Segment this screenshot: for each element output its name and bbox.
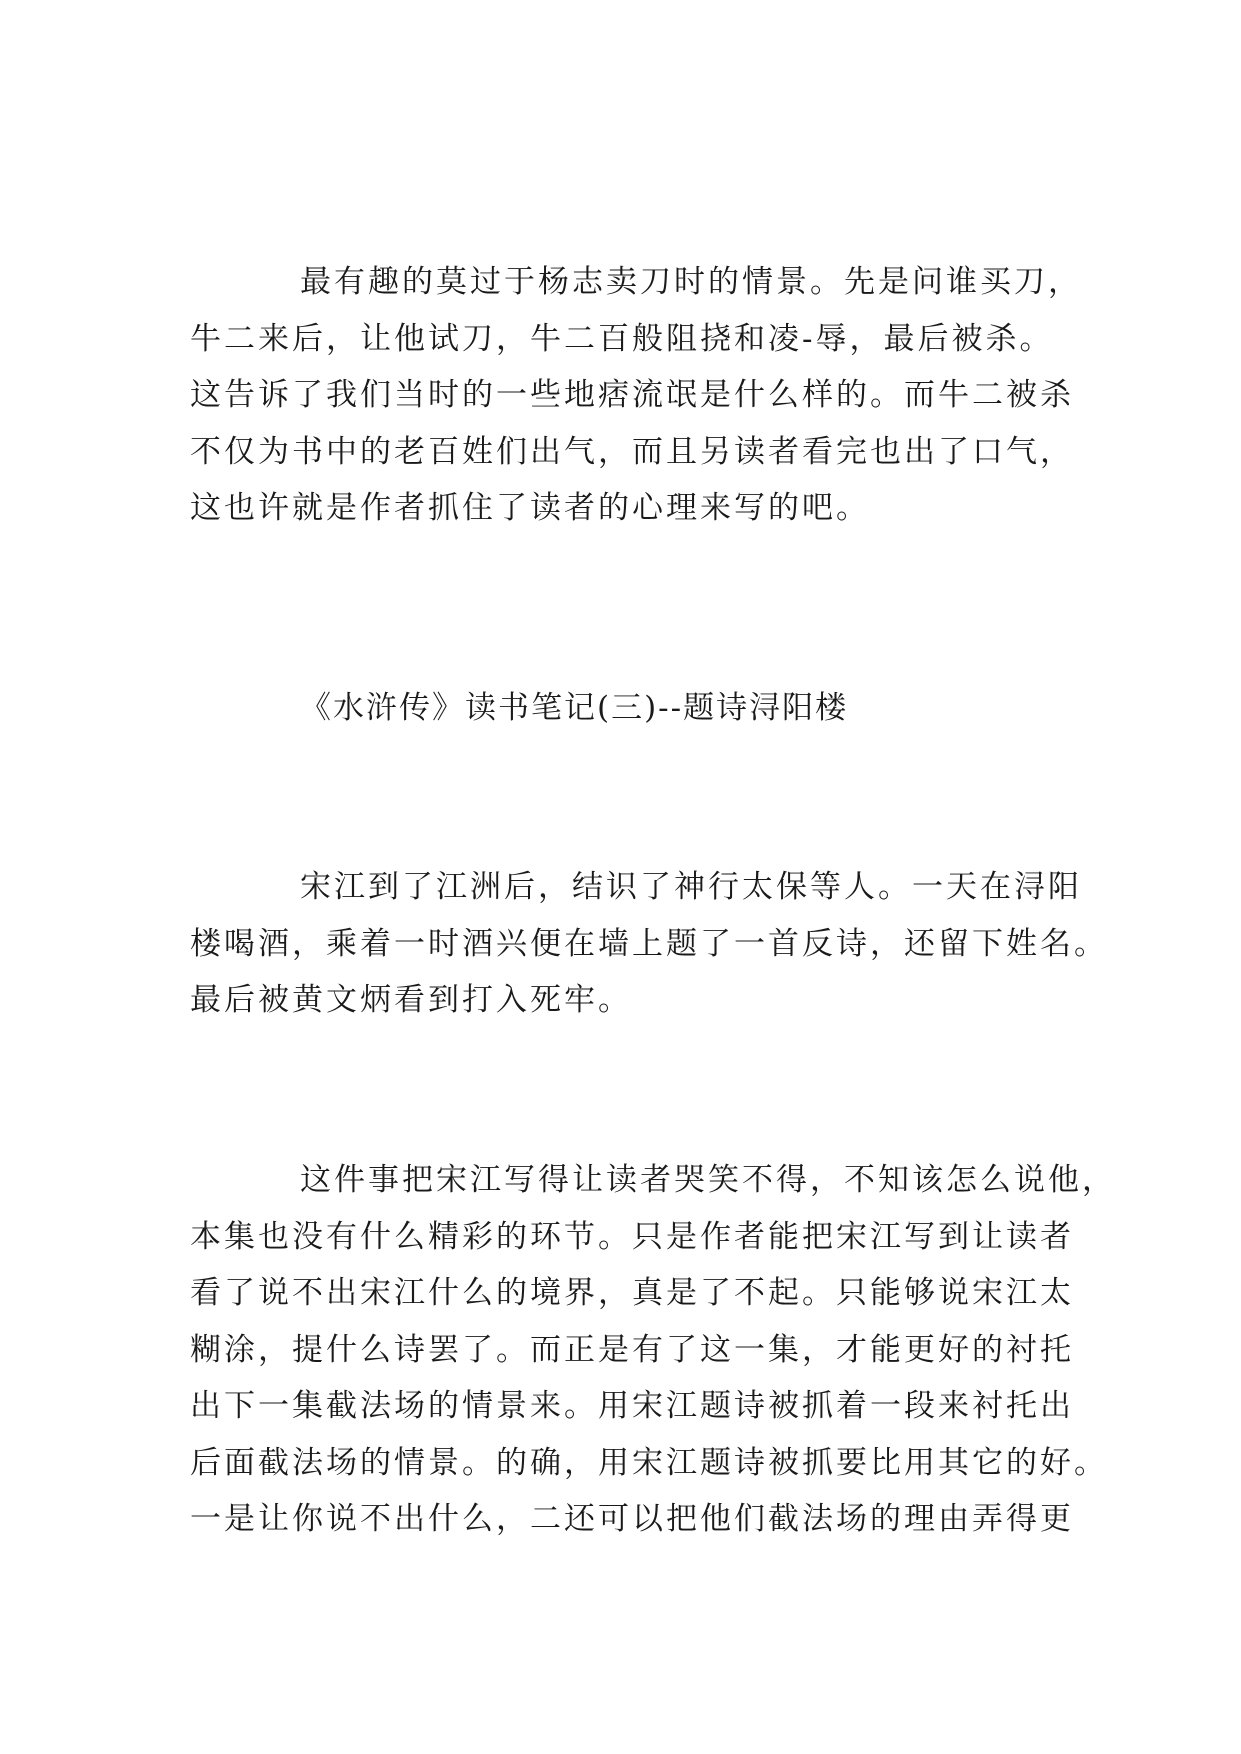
- paragraph-line: 出下一集截法场的情景来。用宋江题诗被抓着一段来衬托出: [190, 1388, 1074, 1424]
- paragraph-commentary: [190, 1152, 1116, 1548]
- paragraph-line: 这也许就是作者抓住了读者的心理来写的吧。: [190, 490, 870, 526]
- paragraph-line: 楼喝酒，乘着一时酒兴便在墙上题了一首反诗，还留下姓名。: [190, 925, 1108, 962]
- paragraph-line: 宋江到了江洲后，结识了神行太保等人。一天在浔阳: [300, 869, 1082, 905]
- paragraph-line: 不仅为书中的老百姓们出气，而且另读者看完也出了口气，: [190, 433, 1074, 470]
- paragraph-line: 一是让你说不出什么，二还可以把他们截法场的理由弄得更: [190, 1501, 1074, 1537]
- paragraph-line: 这件事把宋江写得让读者哭笑不得，不知该怎么说他，: [300, 1162, 1116, 1198]
- paragraph-line: 这告诉了我们当时的一些地痞流氓是什么样的。而牛二被杀: [190, 377, 1074, 413]
- paragraph-line: 后面截法场的情景。的确，用宋江题诗被抓要比用其它的好。: [190, 1444, 1108, 1481]
- paragraph-line: 最有趣的莫过于杨志卖刀时的情景。先是问谁买刀，: [300, 264, 1082, 300]
- paragraph-line: 看了说不出宋江什么的境界，真是了不起。只能够说宋江太: [190, 1275, 1074, 1311]
- paragraph-line: 本集也没有什么精彩的环节。只是作者能把宋江写到让读者: [190, 1218, 1074, 1255]
- paragraph-line: 最后被黄文炳看到打入死牢。: [190, 982, 632, 1018]
- section-heading: 《水浒传》读书笔记(三)--题诗浔阳楼: [300, 690, 849, 726]
- paragraph-line: 糊涂，提什么诗罢了。而正是有了这一集，才能更好的衬托: [190, 1331, 1074, 1368]
- paragraph-song-jiang-poem: [190, 859, 1108, 1029]
- paragraph-line: 牛二来后，让他试刀，牛二百般阻挠和凌-辱，最后被杀。: [190, 320, 1054, 357]
- paragraph-yang-zhi: [190, 254, 1082, 537]
